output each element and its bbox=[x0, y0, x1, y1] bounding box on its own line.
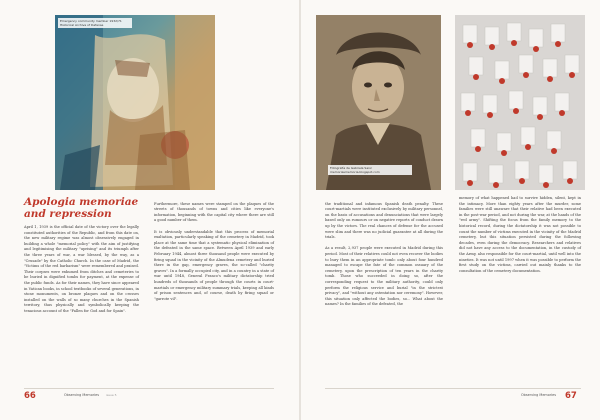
installation-photo bbox=[455, 15, 585, 190]
right-column-2 bbox=[459, 196, 581, 386]
issue-label: issue 5 bbox=[106, 393, 117, 397]
paragraph: the traditional and infamous Spanish death penalty. These court-martials were instituted exclusively by military personnel, on the basis of accusations and denunciations that were largely based only on rumours or on negative reports of conduct drawn up by the victors. The real chances of defense for the accused were slim and there was no judicial guarantee at all during the trials. As a result, 2,937 people were executed in Madrid during this period. Most of their relatives could not even recover the bodies to bury them in an appropriate tomb: only about four hundred managed to escape the fate of the common ossuary of the cemetery, upon the prescription of ten years in the charity tomb. Those who succeeded in doing so, after the corresponding request to the military authority, could only perform the religious service and burial "in the strictest privacy", and "without any ostentation nor ceremony". However, this situation only affected the bodies, so... What about the names? In the families of the defeated, the bbox=[325, 201, 443, 307]
wall-photo bbox=[55, 15, 215, 190]
page-number: 66 bbox=[24, 391, 36, 401]
photo-caption: Fotografía de Gabriela Sanz memoriasmemoria.blogspot.com bbox=[328, 165, 412, 175]
right-page bbox=[301, 0, 600, 420]
left-column-2 bbox=[154, 196, 274, 386]
left-page bbox=[0, 0, 299, 420]
paragraph: memory of what happened had to survive hidden, silent, kept in the intimacy. More than eighty years after the murder, some families were still unaware that their relative had been executed in the post-war period, and not during the war, at the hands of the "red army". Shifting the focus from the family memory to the historical record, during the dictatorship it was not possible to count the number of victims executed in the vicinity of the Madrid cemetery, but this situation persisted during the following decades, even during the democracy. Researchers and relatives did not have any access to the documentation, in the custody of the Army, also responsible for the court-martial, until well into the nineties. It was not until 1997 when it was possible to perform the first study on the victims, carried out mainly thanks to the consultation of the cemetery documentation. bbox=[459, 196, 581, 273]
photo-caption: Emergency community member 1932/71 Historical Archive of Defense bbox=[58, 18, 132, 28]
right-column-1 bbox=[325, 196, 443, 386]
left-column-1 bbox=[24, 225, 139, 385]
portrait-photo bbox=[316, 15, 441, 190]
paragraph: April 1, 1939 is the official date of the victory over the legally constituted authorities of the Republic, and from this date on, the new military regime was almost obsessively engaged in building a whole "memorial policy" with the aim of justifying and legitimising the military "uprising" and its triumph after the three years of war, a war blessed, by the way, as a "Crusade" by the Catholic Church. In the case of Madrid, the "Victims of the red barbarism" were remembered and praised. Their corpses were exhumed from ditches and cemeteries to be buried in dignified tombs for payment, at the expense of the public funds. As for their names, they have since appeared in Vatican books, in school textbooks of several generations, in stone monuments, on bronze plaques and on the crosses installed on the walls of so many churches in the Spanish territory, thus physically and symbolically keeping the tenacious account of the "Fallen for God and for Spain". bbox=[24, 225, 139, 313]
section-heading: Apologia memoriae and repression bbox=[24, 196, 139, 220]
footer-rule bbox=[24, 388, 274, 389]
paragraph: Furthermore, these names were stamped on the plaques of the streets of thousands of towns and cities like everyone's information, beginning with the capital city where there are still a good number of them. It is obviously understandable that this process of memorial exaltation, particularly speaking of the cemetery in Madrid, took place at the same time that a systematic physical elimination of the defeated in the same space. Between April 1939 and early February 1944, almost three thousand people were executed by firing squad in the vicinity of the Almudena cemetery and buried there in the gap, emergency graves, the so-called "charity graves". In a formally occupied city, and in a country in a state of war until 1948, General Franco's military dictatorship tried hundreds of thousands of people through the courts in court-martials or emergency military summary trials, keeping all kinds of prison sentences and, of course, death by firing squad or "garrote vil". bbox=[154, 201, 274, 301]
footer-rule bbox=[325, 388, 581, 389]
running-title: Observing Memories bbox=[521, 393, 556, 397]
running-title: Observing Memories bbox=[64, 393, 99, 397]
page-number: 67 bbox=[565, 391, 577, 401]
